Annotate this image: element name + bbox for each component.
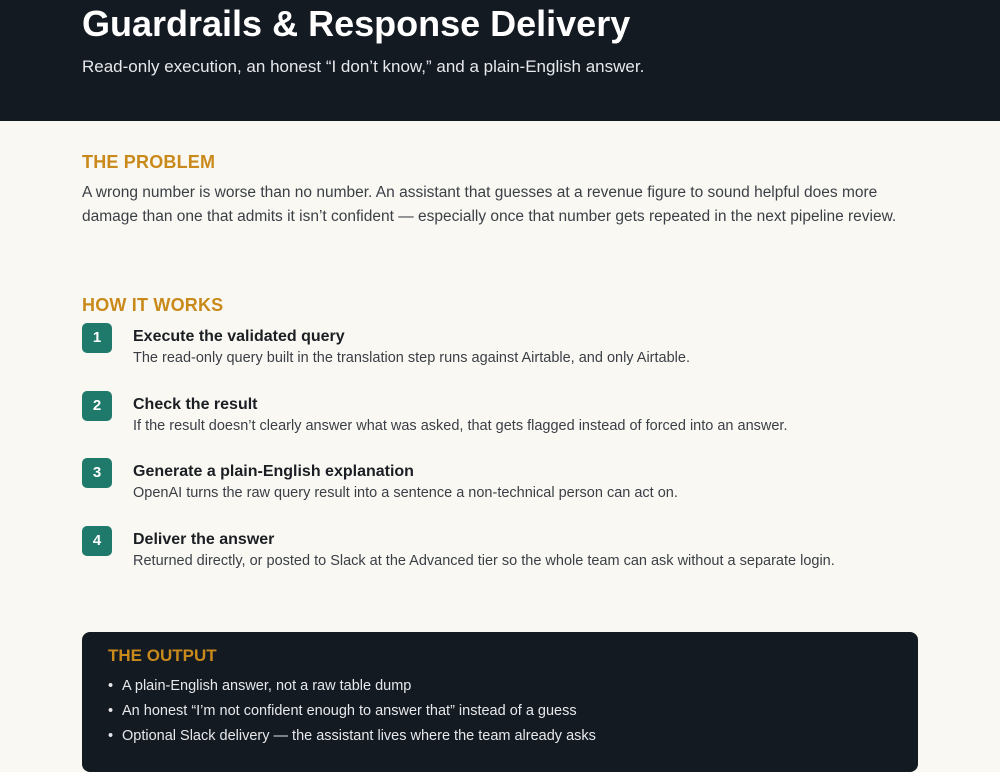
step-number-badge: 3 <box>82 458 112 488</box>
output-item-text: A plain-English answer, not a raw table dump <box>122 678 412 694</box>
problem-body: A wrong number is worse than no number. An assistant that guesses at a revenue figure to sound helpful does more damage than one that admits it isn’t confident — especially once that number gets repeated in the next pipeline review. <box>82 184 897 225</box>
step-number-badge: 1 <box>82 323 112 353</box>
bullet-icon: • <box>108 728 114 744</box>
output-heading: THE OUTPUT <box>108 646 217 665</box>
page-header <box>0 0 1000 121</box>
step-title: Execute the validated query <box>133 328 345 345</box>
step-number-badge: 2 <box>82 391 112 421</box>
step-description: The read-only query built in the translation step runs against Airtable, and only Airtable. <box>133 350 690 366</box>
how-it-works-heading: HOW IT WORKS <box>82 295 224 315</box>
step-description: OpenAI turns the raw query result into a sentence a non-technical person can act on. <box>133 485 678 501</box>
list-item <box>108 699 596 724</box>
list-item <box>108 724 596 749</box>
step-4 <box>82 526 932 574</box>
bullet-icon: • <box>108 703 114 719</box>
page-subtitle: Read-only execution, an honest “I don’t know,” and a plain-English answer. <box>82 57 645 76</box>
output-item-text: Optional Slack delivery — the assistant lives where the team already asks <box>122 728 596 744</box>
list-item <box>108 674 596 699</box>
step-description: If the result doesn’t clearly answer what was asked, that gets flagged instead of forced into an answer. <box>133 418 788 434</box>
page-title: Guardrails & Response Delivery <box>82 3 631 44</box>
step-description: Returned directly, or posted to Slack at the Advanced tier so the whole team can ask without a separate login. <box>133 553 835 569</box>
step-title: Check the result <box>133 396 258 413</box>
step-number-badge: 4 <box>82 526 112 556</box>
output-card <box>82 632 918 772</box>
step-title: Deliver the answer <box>133 531 275 548</box>
step-2 <box>82 391 932 439</box>
bullet-icon: • <box>108 678 114 694</box>
output-item-text: An honest “I’m not confident enough to answer that” instead of a guess <box>122 703 577 719</box>
step-title: Generate a plain-English explanation <box>133 463 414 480</box>
step-1 <box>82 323 932 371</box>
output-list <box>108 674 596 749</box>
problem-heading: THE PROBLEM <box>82 152 216 172</box>
step-3 <box>82 458 932 506</box>
